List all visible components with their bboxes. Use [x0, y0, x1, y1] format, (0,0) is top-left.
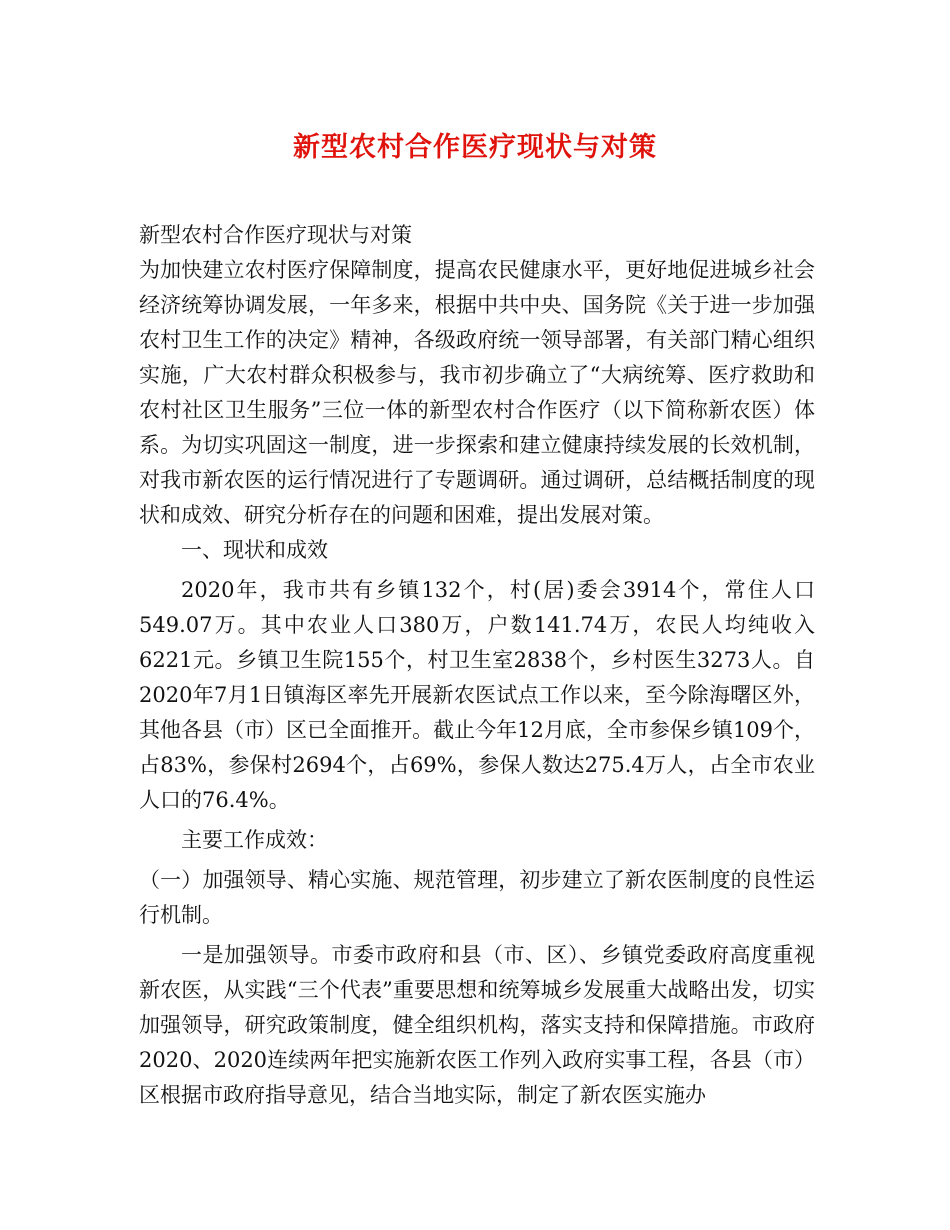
- section-heading: 一、现状和成效: [181, 538, 328, 562]
- intro-paragraph: 为加快建立农村医疗保障制度，提高农民健康水平，更好地促进城乡社会经济统筹协调发展，一年多来，根据中共中央、国务院《关于进一步加强农村卫生工作的决定》精神，各级政府统一领导部署，有关部门精心组织实施，广大农村群众积极参与，我市初步确立了“大病统筹、医疗救助和农村社区卫生服务”三位一体的新型农村合作医疗（以下简称新农医）体系。为切实巩固这一制度，进一步探索和建立健康持续发展的长效机制，对我市新农医的运行情况进行了专题调研。通过调研，总结概括制度的现状和成效、研究分析存在的问题和困难，提出发展对策。: [139, 258, 815, 527]
- document-title: 新型农村合作医疗现状与对策: [293, 132, 657, 163]
- leadership-paragraph: 一是加强领导。市委市政府和县（市、区）、乡镇党委政府高度重视新农医，从实践“三个代表”重要思想和统筹城乡发展重大战略出发，切实加强领导，研究政策制度，健全组织机构，落实支持和保障措施。市政府2020、2020连续两年把实施新农医工作列入政府实事工程，各县（市）区根据市政府指导意见，结合当地实际，制定了新农医实施办: [139, 943, 815, 1107]
- document-body: [139, 218, 815, 1113]
- results-heading: 主要工作成效：: [181, 828, 328, 852]
- status-paragraph: 2020年，我市共有乡镇132个，村(居)委会3914个，常住人口549.07万。其中农业人口380万，户数141.74万，农民人均纯收入6221元。乡镇卫生院155个，村卫生室2838个，乡村医生3273人。自2020年7月1日镇海区率先开展新农医试点工作以来，至今除海曙区外，其他各县（市）区已全面推开。截止今年12月底，全市参保乡镇109个，占83%，参保村2694个，占69%，参保人数达275.4万人，占全市农业人口的76.4%。: [139, 578, 815, 812]
- subtitle-line: 新型农村合作医疗现状与对策: [139, 223, 412, 247]
- subsection-heading: （一）加强领导、精心实施、规范管理，初步建立了新农医制度的良性运行机制。: [139, 868, 815, 927]
